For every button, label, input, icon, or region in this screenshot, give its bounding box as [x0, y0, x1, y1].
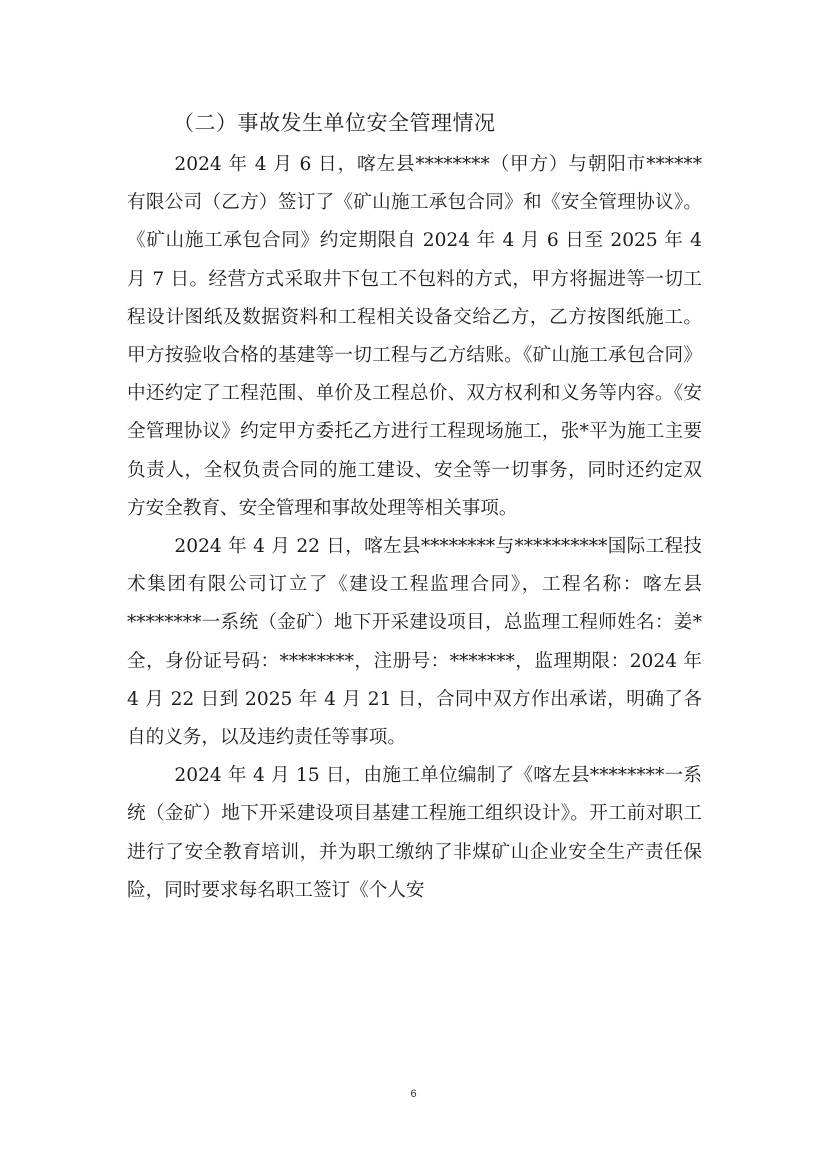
paragraph-construction-design: 2024 年 4 月 15 日，由施工单位编制了《喀左县********一系统（金矿）地下开采建设项目基建工程施工组织设计》。开工前对职工进行了安全教育培训，并为职工缴纳了非煤矿山企业安全生产责任保险，同时要求每名职工签订《个人安	[127, 765, 702, 901]
body-text	[127, 146, 702, 910]
section-heading: （二）事故发生单位安全管理情况	[173, 111, 496, 135]
paragraph-supervision: 2024 年 4 月 22 日，喀左县********与**********国际工程技术集团有限公司订立了《建设工程监理合同》，工程名称：喀左县********一系统（金矿）地下开采建设项目，总监理工程师姓名：姜*全，身份证号码：********，注册号：*******，监理期限：2024 年 4 月 22 日到 2025 年 4 月 21 日，合同中双方作出承诺，明确了各自的义务，以及违约责任等事项。	[127, 536, 702, 749]
page-number: 6	[410, 1088, 417, 1100]
paragraph-contracts: 2024 年 4 月 6 日，喀左县********（甲方）与朝阳市******有限公司（乙方）签订了《矿山施工承包合同》和《安全管理协议》。《矿山施工承包合同》约定期限自 2024 年 4 月 6 日至 2025 年 4 月 7 日。经营方式采取井下包工不包料的方式，甲方将掘进等一切工程设计图纸及数据资料和工程相关设备交给乙方，乙方按图纸施工。甲方按验收合格的基建等一切工程与乙方结账。《矿山施工承包合同》中还约定了工程范围、单价及工程总价、双方权利和义务等内容。《安全管理协议》约定甲方委托乙方进行工程现场施工，张*平为施工主要负责人，全权负责合同的施工建设、安全等一切事务，同时还约定双方安全教育、安全管理和事故处理等相关事项。	[127, 154, 702, 519]
